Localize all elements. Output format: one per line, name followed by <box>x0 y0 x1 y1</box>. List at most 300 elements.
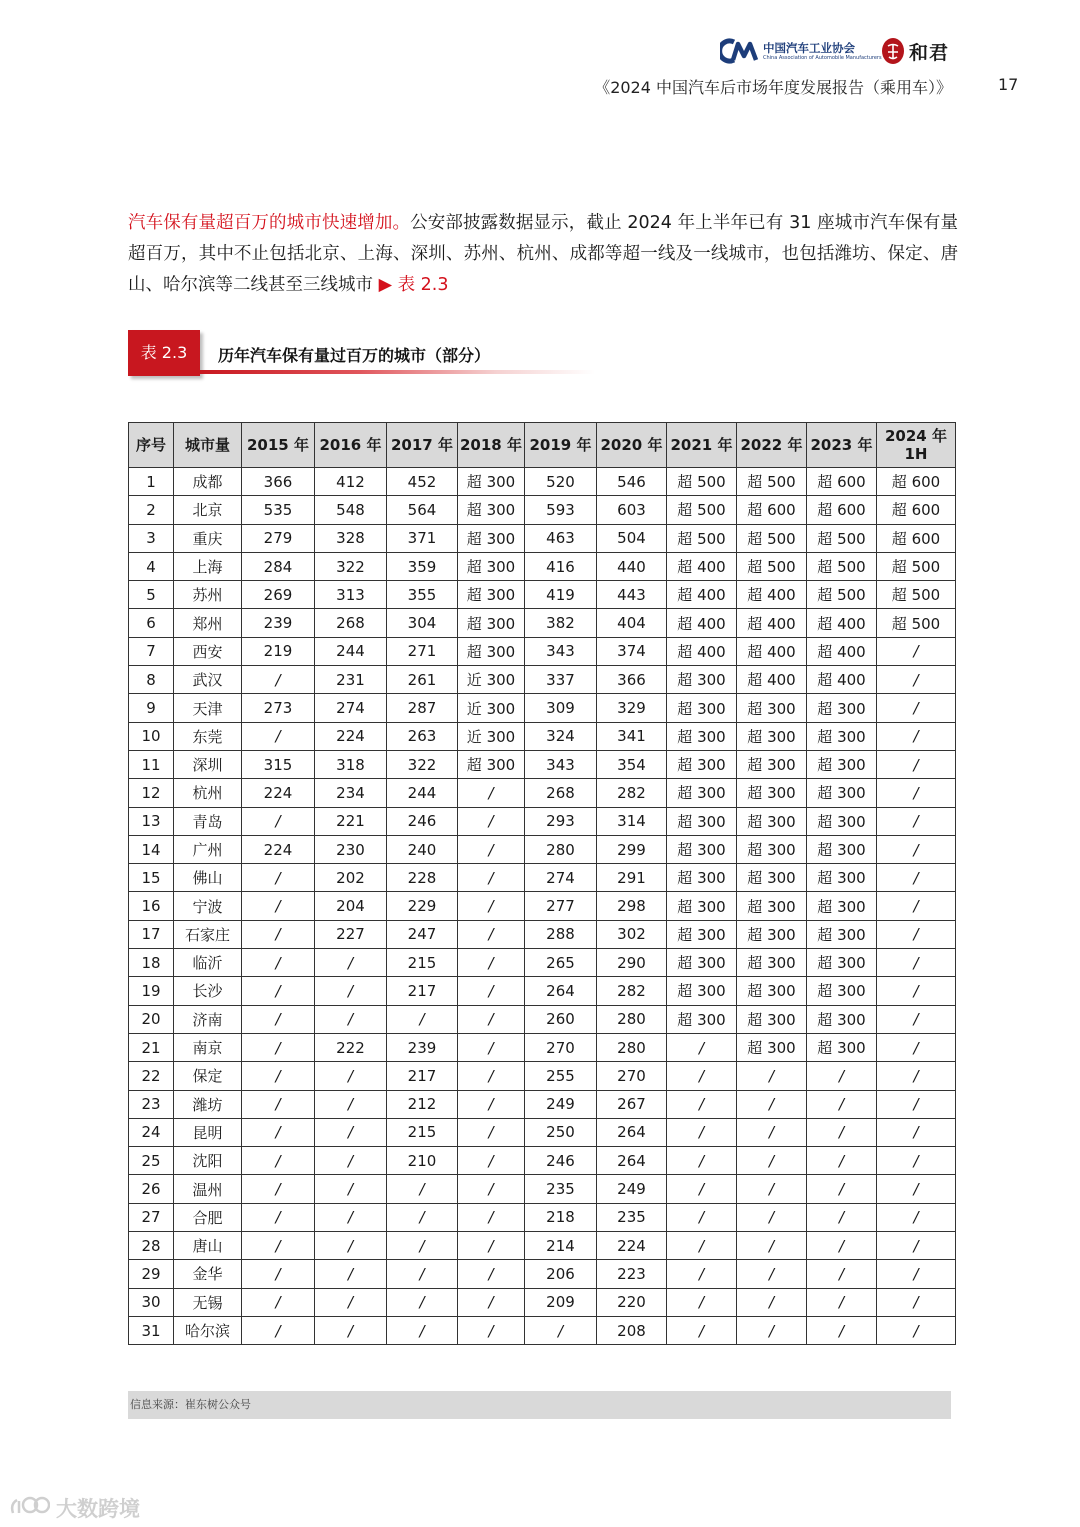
hejun-logo <box>880 36 960 66</box>
value-cell: 212 <box>387 1090 458 1118</box>
table-row <box>129 666 956 694</box>
column-header: 2016 年 <box>315 423 387 468</box>
column-header: 2024 年 1H <box>877 423 956 468</box>
value-cell: 224 <box>315 722 387 750</box>
value-cell: 302 <box>597 920 667 948</box>
value-cell: 超 400 <box>807 666 877 694</box>
watermark <box>10 1491 150 1521</box>
value-cell: / <box>242 1118 315 1146</box>
value-cell: 260 <box>525 1005 597 1033</box>
value-cell: / <box>242 1316 315 1344</box>
value-cell: / <box>458 1316 525 1344</box>
value-cell: 231 <box>315 666 387 694</box>
value-cell: 超 300 <box>807 920 877 948</box>
value-cell: 244 <box>387 779 458 807</box>
value-cell: 234 <box>315 779 387 807</box>
value-cell: 超 300 <box>807 750 877 778</box>
value-cell: 超 300 <box>667 977 737 1005</box>
value-cell: 近 300 <box>458 694 525 722</box>
value-cell: / <box>242 1033 315 1061</box>
city-name-cell: 昆明 <box>174 1118 242 1146</box>
column-header: 2018 年 <box>458 423 525 468</box>
column-header: 序号 <box>129 423 174 468</box>
value-cell: 268 <box>525 779 597 807</box>
value-cell: / <box>667 1232 737 1260</box>
value-cell: / <box>458 1260 525 1288</box>
value-cell: 超 300 <box>807 779 877 807</box>
hejun-seal-icon <box>880 37 906 65</box>
value-cell: / <box>877 1090 956 1118</box>
value-cell: 超 300 <box>667 1005 737 1033</box>
paragraph-body: 公安部披露数据显示，截止 2024 年上半年已有 31 座城市汽车保有量超百万，其中不止包括北京、上海、深圳、苏州、杭州、成都等超一线及一线城市，也包括潍坊、保定、唐山、哈尔滨等二线甚至三线城市 <box>128 213 959 295</box>
value-cell: 324 <box>525 722 597 750</box>
city-name-cell: 成都 <box>174 468 242 496</box>
value-cell: / <box>737 1062 807 1090</box>
value-cell: / <box>877 1316 956 1344</box>
value-cell: 268 <box>315 609 387 637</box>
value-cell: 463 <box>525 524 597 552</box>
value-cell: 280 <box>597 1005 667 1033</box>
table-row <box>129 1203 956 1231</box>
row-index-cell: 15 <box>129 864 174 892</box>
value-cell: 220 <box>597 1288 667 1316</box>
value-cell: / <box>458 1203 525 1231</box>
value-cell: 206 <box>525 1260 597 1288</box>
city-name-cell: 唐山 <box>174 1232 242 1260</box>
value-cell: / <box>877 1232 956 1260</box>
value-cell: 217 <box>387 1062 458 1090</box>
caption-underline <box>200 370 595 374</box>
value-cell: 267 <box>597 1090 667 1118</box>
value-cell: 超 500 <box>877 552 956 580</box>
value-cell: 超 300 <box>737 807 807 835</box>
value-cell: / <box>315 1147 387 1175</box>
value-cell: 271 <box>387 637 458 665</box>
value-cell: / <box>877 864 956 892</box>
value-cell: / <box>877 1033 956 1061</box>
report-title: 《2024 中国汽车后市场年度发展报告（乘用车）》 <box>594 78 952 97</box>
value-cell: 209 <box>525 1288 597 1316</box>
row-index-cell: 6 <box>129 609 174 637</box>
city-vehicle-table <box>128 422 956 1345</box>
table-row <box>129 864 956 892</box>
value-cell: 超 400 <box>807 609 877 637</box>
row-index-cell: 22 <box>129 1062 174 1090</box>
value-cell: / <box>458 1118 525 1146</box>
value-cell: 535 <box>242 496 315 524</box>
value-cell: / <box>807 1090 877 1118</box>
value-cell: / <box>667 1033 737 1061</box>
table-row <box>129 807 956 835</box>
value-cell: / <box>807 1118 877 1146</box>
source-note <box>128 1391 951 1419</box>
value-cell: 超 300 <box>667 892 737 920</box>
row-index-cell: 17 <box>129 920 174 948</box>
value-cell: / <box>242 1090 315 1118</box>
city-name-cell: 保定 <box>174 1062 242 1090</box>
value-cell: 304 <box>387 609 458 637</box>
value-cell: / <box>242 977 315 1005</box>
row-index-cell: 1 <box>129 468 174 496</box>
value-cell: 超 600 <box>877 468 956 496</box>
column-header: 2021 年 <box>667 423 737 468</box>
value-cell: / <box>315 1090 387 1118</box>
row-index-cell: 14 <box>129 835 174 863</box>
row-index-cell: 21 <box>129 1033 174 1061</box>
value-cell: / <box>667 1203 737 1231</box>
value-cell: / <box>877 1147 956 1175</box>
value-cell: 288 <box>525 920 597 948</box>
city-name-cell: 南京 <box>174 1033 242 1061</box>
table-body <box>129 468 956 1345</box>
value-cell: 超 400 <box>737 637 807 665</box>
value-cell: 超 300 <box>807 1033 877 1061</box>
value-cell: / <box>242 892 315 920</box>
value-cell: 264 <box>525 977 597 1005</box>
value-cell: 超 300 <box>737 864 807 892</box>
value-cell: 322 <box>387 750 458 778</box>
row-index-cell: 25 <box>129 1147 174 1175</box>
row-index-cell: 12 <box>129 779 174 807</box>
table-reference-link[interactable]: ▶ 表 2.3 <box>378 275 449 295</box>
row-index-cell: 24 <box>129 1118 174 1146</box>
value-cell: / <box>242 1260 315 1288</box>
value-cell: / <box>667 1175 737 1203</box>
value-cell: 274 <box>315 694 387 722</box>
table-row <box>129 524 956 552</box>
value-cell: 440 <box>597 552 667 580</box>
row-index-cell: 9 <box>129 694 174 722</box>
value-cell: 超 300 <box>458 552 525 580</box>
value-cell: 218 <box>525 1203 597 1231</box>
caam-name-en: China Association of Automobile Manufacturers <box>763 55 882 61</box>
column-header: 2023 年 <box>807 423 877 468</box>
value-cell: / <box>877 920 956 948</box>
value-cell: 298 <box>597 892 667 920</box>
city-name-cell: 潍坊 <box>174 1090 242 1118</box>
table-row <box>129 1033 956 1061</box>
value-cell: 250 <box>525 1118 597 1146</box>
value-cell: / <box>737 1147 807 1175</box>
value-cell: / <box>315 1175 387 1203</box>
city-name-cell: 苏州 <box>174 581 242 609</box>
value-cell: / <box>387 1175 458 1203</box>
table-row <box>129 694 956 722</box>
value-cell: / <box>242 1175 315 1203</box>
value-cell: 564 <box>387 496 458 524</box>
value-cell: / <box>315 1260 387 1288</box>
column-header: 2019 年 <box>525 423 597 468</box>
city-name-cell: 广州 <box>174 835 242 863</box>
value-cell: 343 <box>525 750 597 778</box>
city-name-cell: 无锡 <box>174 1288 242 1316</box>
row-index-cell: 2 <box>129 496 174 524</box>
value-cell: / <box>242 1005 315 1033</box>
value-cell: / <box>242 1232 315 1260</box>
value-cell: 超 300 <box>458 468 525 496</box>
value-cell: 313 <box>315 581 387 609</box>
value-cell: / <box>242 722 315 750</box>
value-cell: / <box>315 1203 387 1231</box>
value-cell: 超 300 <box>458 524 525 552</box>
table-row <box>129 1288 956 1316</box>
table-row <box>129 1175 956 1203</box>
row-index-cell: 16 <box>129 892 174 920</box>
value-cell: 249 <box>597 1175 667 1203</box>
row-index-cell: 5 <box>129 581 174 609</box>
value-cell: 246 <box>525 1147 597 1175</box>
value-cell: 超 300 <box>667 779 737 807</box>
value-cell: 366 <box>597 666 667 694</box>
value-cell: 近 300 <box>458 666 525 694</box>
value-cell: / <box>877 666 956 694</box>
value-cell: 超 300 <box>667 807 737 835</box>
value-cell: 超 300 <box>458 581 525 609</box>
value-cell: / <box>807 1260 877 1288</box>
value-cell: / <box>877 835 956 863</box>
value-cell: / <box>877 949 956 977</box>
value-cell: / <box>737 1090 807 1118</box>
value-cell: 超 300 <box>737 977 807 1005</box>
row-index-cell: 19 <box>129 977 174 1005</box>
value-cell: 超 500 <box>877 609 956 637</box>
value-cell: 548 <box>315 496 387 524</box>
value-cell: / <box>458 920 525 948</box>
table-caption <box>128 326 598 382</box>
value-cell: 504 <box>597 524 667 552</box>
city-name-cell: 武汉 <box>174 666 242 694</box>
value-cell: 215 <box>387 949 458 977</box>
value-cell: 235 <box>525 1175 597 1203</box>
value-cell: 超 300 <box>458 496 525 524</box>
value-cell: 215 <box>387 1118 458 1146</box>
value-cell: 277 <box>525 892 597 920</box>
value-cell: / <box>877 807 956 835</box>
value-cell: / <box>458 835 525 863</box>
value-cell: / <box>458 949 525 977</box>
city-name-cell: 东莞 <box>174 722 242 750</box>
table-row <box>129 1316 956 1344</box>
value-cell: 超 500 <box>667 496 737 524</box>
city-name-cell: 长沙 <box>174 977 242 1005</box>
value-cell: / <box>387 1288 458 1316</box>
city-name-cell: 石家庄 <box>174 920 242 948</box>
value-cell: 超 300 <box>667 835 737 863</box>
value-cell: 超 500 <box>807 524 877 552</box>
value-cell: 超 300 <box>807 722 877 750</box>
table-row <box>129 750 956 778</box>
column-header: 城市量 <box>174 423 242 468</box>
city-name-cell: 杭州 <box>174 779 242 807</box>
table-header-row <box>129 423 956 468</box>
value-cell: 265 <box>525 949 597 977</box>
value-cell: / <box>667 1260 737 1288</box>
value-cell: / <box>458 1090 525 1118</box>
value-cell: 208 <box>597 1316 667 1344</box>
value-cell: 超 300 <box>807 892 877 920</box>
value-cell: / <box>807 1203 877 1231</box>
city-name-cell: 沈阳 <box>174 1147 242 1175</box>
value-cell: 超 500 <box>667 468 737 496</box>
value-cell: 超 400 <box>737 666 807 694</box>
value-cell: 239 <box>242 609 315 637</box>
value-cell: 超 300 <box>737 1005 807 1033</box>
value-cell: 224 <box>597 1232 667 1260</box>
value-cell: 341 <box>597 722 667 750</box>
value-cell: / <box>458 1288 525 1316</box>
table-row <box>129 977 956 1005</box>
city-name-cell: 上海 <box>174 552 242 580</box>
table-row <box>129 581 956 609</box>
row-index-cell: 31 <box>129 1316 174 1344</box>
value-cell: 264 <box>597 1147 667 1175</box>
value-cell: 超 300 <box>737 750 807 778</box>
value-cell: 224 <box>242 835 315 863</box>
value-cell: 超 400 <box>667 552 737 580</box>
value-cell: / <box>315 1288 387 1316</box>
value-cell: 235 <box>597 1203 667 1231</box>
value-cell: / <box>458 1005 525 1033</box>
value-cell: / <box>458 892 525 920</box>
value-cell: 240 <box>387 835 458 863</box>
value-cell: / <box>877 1175 956 1203</box>
value-cell: 371 <box>387 524 458 552</box>
value-cell: / <box>242 864 315 892</box>
value-cell: 269 <box>242 581 315 609</box>
value-cell: 超 500 <box>807 552 877 580</box>
value-cell: / <box>667 1147 737 1175</box>
value-cell: 244 <box>315 637 387 665</box>
value-cell: 309 <box>525 694 597 722</box>
value-cell: / <box>807 1288 877 1316</box>
row-index-cell: 29 <box>129 1260 174 1288</box>
value-cell: 超 400 <box>667 581 737 609</box>
value-cell: / <box>315 1118 387 1146</box>
value-cell: 223 <box>597 1260 667 1288</box>
value-cell: 261 <box>387 666 458 694</box>
value-cell: 超 400 <box>737 581 807 609</box>
value-cell: 超 300 <box>667 694 737 722</box>
value-cell: 299 <box>597 835 667 863</box>
value-cell: / <box>315 977 387 1005</box>
value-cell: / <box>242 1062 315 1090</box>
city-name-cell: 温州 <box>174 1175 242 1203</box>
value-cell: 322 <box>315 552 387 580</box>
value-cell: 222 <box>315 1033 387 1061</box>
value-cell: / <box>242 1203 315 1231</box>
value-cell: 416 <box>525 552 597 580</box>
value-cell: 412 <box>315 468 387 496</box>
value-cell: 239 <box>387 1033 458 1061</box>
value-cell: 超 300 <box>737 949 807 977</box>
value-cell: / <box>315 1062 387 1090</box>
value-cell: 超 400 <box>807 637 877 665</box>
value-cell: 328 <box>315 524 387 552</box>
table-row <box>129 920 956 948</box>
table-row <box>129 949 956 977</box>
value-cell: / <box>458 1232 525 1260</box>
value-cell: / <box>242 666 315 694</box>
value-cell: 超 300 <box>737 722 807 750</box>
value-cell: 280 <box>525 835 597 863</box>
value-cell: / <box>458 807 525 835</box>
city-name-cell: 天津 <box>174 694 242 722</box>
value-cell: / <box>877 694 956 722</box>
value-cell: / <box>877 1260 956 1288</box>
value-cell: / <box>458 1033 525 1061</box>
caam-logo-icon <box>720 38 758 64</box>
value-cell: / <box>807 1147 877 1175</box>
value-cell: / <box>667 1288 737 1316</box>
value-cell: / <box>667 1118 737 1146</box>
value-cell: / <box>807 1062 877 1090</box>
page-number: 17 <box>998 75 1019 94</box>
table-row <box>129 637 956 665</box>
value-cell: 282 <box>597 779 667 807</box>
value-cell: 超 600 <box>737 496 807 524</box>
table-row <box>129 552 956 580</box>
value-cell: / <box>242 1147 315 1175</box>
value-cell: 264 <box>597 1118 667 1146</box>
value-cell: / <box>737 1316 807 1344</box>
value-cell: 超 300 <box>807 694 877 722</box>
body-paragraph <box>128 208 958 301</box>
value-cell: 287 <box>387 694 458 722</box>
value-cell: / <box>877 637 956 665</box>
value-cell: 382 <box>525 609 597 637</box>
city-name-cell: 临沂 <box>174 949 242 977</box>
value-cell: / <box>877 977 956 1005</box>
value-cell: 520 <box>525 468 597 496</box>
value-cell: 超 500 <box>807 581 877 609</box>
value-cell: / <box>737 1260 807 1288</box>
value-cell: / <box>315 1005 387 1033</box>
table-row <box>129 1005 956 1033</box>
value-cell: / <box>242 807 315 835</box>
value-cell: / <box>877 1005 956 1033</box>
value-cell: / <box>458 779 525 807</box>
row-index-cell: 23 <box>129 1090 174 1118</box>
value-cell: 超 400 <box>667 637 737 665</box>
value-cell: / <box>315 1232 387 1260</box>
value-cell: 超 300 <box>458 750 525 778</box>
value-cell: / <box>458 977 525 1005</box>
value-cell: 282 <box>597 977 667 1005</box>
table-row <box>129 1062 956 1090</box>
column-header: 2015 年 <box>242 423 315 468</box>
value-cell: 419 <box>525 581 597 609</box>
value-cell: / <box>807 1232 877 1260</box>
value-cell: 374 <box>597 637 667 665</box>
value-cell: 603 <box>597 496 667 524</box>
value-cell: 超 300 <box>737 892 807 920</box>
value-cell: 超 600 <box>807 496 877 524</box>
value-cell: / <box>458 1147 525 1175</box>
value-cell: / <box>315 949 387 977</box>
value-cell: / <box>315 1316 387 1344</box>
value-cell: 202 <box>315 864 387 892</box>
source-note-text: 信息来源：崔东树公众号 <box>130 1398 251 1411</box>
row-index-cell: 8 <box>129 666 174 694</box>
value-cell: 221 <box>315 807 387 835</box>
value-cell: / <box>877 892 956 920</box>
value-cell: 246 <box>387 807 458 835</box>
value-cell: / <box>387 1203 458 1231</box>
value-cell: / <box>737 1232 807 1260</box>
value-cell: 214 <box>525 1232 597 1260</box>
row-index-cell: 18 <box>129 949 174 977</box>
value-cell: 超 400 <box>667 609 737 637</box>
